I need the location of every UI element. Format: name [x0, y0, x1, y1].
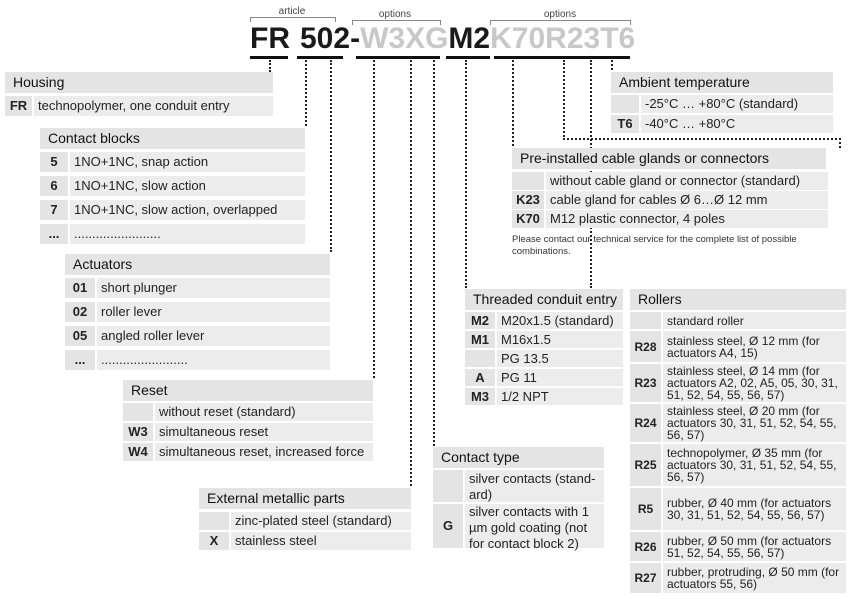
connector-actuators	[330, 60, 332, 252]
actuator-row	[65, 326, 330, 346]
reset-text: simultaneous reset, increased force	[155, 443, 373, 461]
cable-gland-text: without cable gland or connector (standard)	[546, 172, 828, 190]
ambient-code	[611, 95, 639, 113]
contact-type-row	[433, 504, 604, 551]
actuator-code: ...	[65, 350, 95, 370]
external-parts-header: External metallic parts	[199, 488, 411, 509]
actuator-code: 02	[65, 302, 95, 322]
reset-text: without reset (standard)	[155, 403, 373, 421]
conduit-row	[465, 312, 623, 329]
actuators-header: Actuators	[65, 254, 330, 275]
cable-gland-text: cable gland for cables Ø 6…Ø 12 mm	[546, 191, 828, 209]
contact-type-text: silver contacts (stand-ard)	[465, 470, 604, 502]
reset-header: Reset	[123, 380, 373, 401]
conduit-row	[465, 350, 623, 367]
roller-row	[630, 404, 846, 442]
conduit-text: PG 11	[497, 369, 623, 386]
underline-w3x	[356, 56, 440, 59]
options-bracket-right	[490, 20, 630, 21]
reset-row	[123, 403, 373, 421]
roller-code	[630, 312, 661, 329]
contact-block-text: 1NO+1NC, slow action	[70, 176, 305, 196]
contact-block-text: ........................	[70, 224, 305, 244]
roller-row	[630, 563, 846, 593]
article-bracket	[250, 17, 335, 18]
code-part-dash: -	[350, 22, 361, 55]
roller-code: R27	[630, 563, 661, 593]
code-part-reset: W3	[360, 22, 406, 55]
connector-ambient-h	[563, 138, 841, 140]
conduit-text: M16x1.5	[497, 331, 623, 348]
contact-block-text: 1NO+1NC, snap action	[70, 152, 305, 172]
roller-code: R23	[630, 364, 661, 402]
actuator-code: 05	[65, 326, 95, 346]
conduit-code: M1	[465, 331, 495, 348]
roller-text: rubber, Ø 50 mm (for actuators 51, 52, 54, 55, 56, 57)	[663, 532, 846, 561]
reset-row	[123, 443, 373, 461]
cable-glands-note: Please contact our technical service for the complete list of possible combinations.	[512, 234, 797, 257]
connector-ambient-v3	[839, 138, 841, 148]
roller-code: R25	[630, 444, 661, 486]
cable-gland-row	[512, 191, 828, 209]
contact-block-row	[40, 200, 305, 220]
roller-row	[630, 444, 846, 486]
ambient-row	[611, 115, 833, 133]
conduit-code: A	[465, 369, 495, 386]
contact-block-code: 6	[40, 176, 68, 196]
options-label-right: options	[543, 9, 577, 20]
options-bracket-left	[352, 20, 440, 21]
roller-code: R5	[630, 488, 661, 530]
external-part-row	[199, 512, 411, 530]
conduit-text: PG 13.5	[497, 350, 623, 367]
conduit-row	[465, 369, 623, 386]
conduit-code: M2	[465, 312, 495, 329]
actuator-row	[65, 350, 330, 370]
ambient-header: Ambient temperature	[611, 72, 833, 93]
external-part-code: X	[199, 532, 229, 550]
contact-block-code: ...	[40, 224, 68, 244]
reset-row	[123, 423, 373, 441]
actuator-text: short plunger	[97, 278, 330, 298]
conduit-row	[465, 388, 623, 405]
contact-block-text: 1NO+1NC, slow action, overlapped	[70, 200, 305, 220]
contact-type-code	[433, 470, 463, 502]
actuator-row	[65, 278, 330, 298]
conduit-code: M3	[465, 388, 495, 405]
cable-gland-row	[512, 172, 828, 190]
roller-text: stainless steel, Ø 12 mm (for actuators A4, 15)	[663, 331, 846, 362]
code-part-roller: R23	[545, 22, 601, 55]
contact-blocks-header: Contact blocks	[40, 128, 305, 149]
code-part-article: 502	[300, 22, 351, 55]
contact-block-code: 7	[40, 200, 68, 220]
code-part-external: X	[405, 22, 426, 55]
options-label-left: options	[378, 9, 412, 20]
underline-502	[297, 56, 343, 59]
reset-code: W4	[123, 443, 153, 461]
roller-row	[630, 488, 846, 530]
connector-housing	[269, 60, 271, 72]
code-part-contact: G	[425, 22, 449, 55]
contact-block-row	[40, 176, 305, 196]
cable-gland-code: K70	[512, 210, 544, 228]
connector-reset	[373, 60, 375, 378]
roller-code: R28	[630, 331, 661, 362]
cable-glands-header: Pre-installed cable glands or connectors	[512, 148, 826, 169]
roller-text: stainless steel, Ø 14 mm (for actuators A2, 02, A5, 05, 30, 31, 51, 52, 54, 55, 56, 57)	[663, 364, 846, 402]
code-part-ambient: T6	[600, 22, 636, 55]
roller-row	[630, 331, 846, 362]
external-part-code	[199, 512, 229, 530]
contact-block-row	[40, 152, 305, 172]
roller-text: stainless steel, Ø 20 mm (for actuators 30, 31, 51, 52, 54, 55, 56, 57)	[663, 404, 846, 442]
ambient-text: -40°C … +80°C	[641, 115, 833, 133]
product-code	[250, 22, 635, 56]
roller-row	[630, 312, 846, 329]
actuator-text: ........................	[97, 350, 330, 370]
housing-code: FR	[5, 96, 32, 116]
roller-row	[630, 532, 846, 561]
connector-gland-v1	[512, 60, 514, 146]
connector-ambient-v2	[563, 60, 565, 140]
conduit-text: 1/2 NPT	[497, 388, 623, 405]
conduit-row	[465, 331, 623, 348]
roller-text: rubber, Ø 40 mm (for actuators 30, 31, 51, 52, 54, 55, 56, 57)	[663, 488, 846, 530]
contact-block-row	[40, 224, 305, 244]
ambient-text: -25°C … +80°C (standard)	[641, 95, 833, 113]
actuator-code: 01	[65, 278, 95, 298]
actuator-text: angled roller lever	[97, 326, 330, 346]
connector-external	[410, 60, 412, 486]
code-part-conduit: M2	[448, 22, 491, 55]
external-part-row	[199, 532, 411, 550]
contact-type-code: G	[433, 504, 463, 548]
connector-ambient-v	[611, 60, 613, 70]
ambient-code: T6	[611, 115, 639, 133]
conduit-code	[465, 350, 495, 367]
connector-conduit	[465, 60, 467, 288]
conduit-header: Threaded conduit entry	[465, 289, 623, 310]
underline-k70	[494, 56, 630, 59]
conduit-text: M20x1.5 (standard)	[497, 312, 623, 329]
roller-row	[630, 364, 846, 402]
roller-text: rubber, protruding, Ø 50 mm (for actuators 55, 56)	[663, 563, 846, 593]
article-label: article	[278, 6, 306, 17]
housing-header: Housing	[5, 72, 273, 93]
contact-type-header: Contact type	[433, 447, 604, 468]
reset-code	[123, 403, 153, 421]
code-part-gland: K70	[490, 22, 546, 55]
contact-type-text: silver contacts with 1 µm gold coating (not for contact block 2)	[465, 504, 604, 548]
connector-contact-blocks	[305, 60, 307, 126]
reset-code: W3	[123, 423, 153, 441]
code-part-housing: FR	[250, 22, 290, 55]
connector-contact-type	[433, 60, 435, 446]
housing-text: technopolymer, one conduit entry	[34, 96, 273, 116]
reset-text: simultaneous reset	[155, 423, 373, 441]
underline-fr	[250, 56, 288, 59]
external-part-text: stainless steel	[231, 532, 411, 550]
contact-block-code: 5	[40, 152, 68, 172]
cable-gland-row	[512, 210, 828, 228]
cable-gland-code	[512, 172, 544, 190]
housing-row	[5, 96, 273, 116]
rollers-header: Rollers	[630, 289, 846, 310]
actuator-text: roller lever	[97, 302, 330, 322]
roller-code: R26	[630, 532, 661, 561]
cable-gland-code: K23	[512, 191, 544, 209]
roller-text: technopolymer, Ø 35 mm (for actuators 30, 31, 51, 52, 54, 55, 56, 57)	[663, 444, 846, 486]
roller-code: R24	[630, 404, 661, 442]
cable-gland-text: M12 plastic connector, 4 poles	[546, 210, 828, 228]
contact-type-row	[433, 470, 604, 502]
actuator-row	[65, 302, 330, 322]
ambient-row	[611, 95, 833, 113]
roller-text: standard roller	[663, 312, 846, 329]
underline-m2	[446, 56, 490, 59]
external-part-text: zinc-plated steel (standard)	[231, 512, 411, 530]
